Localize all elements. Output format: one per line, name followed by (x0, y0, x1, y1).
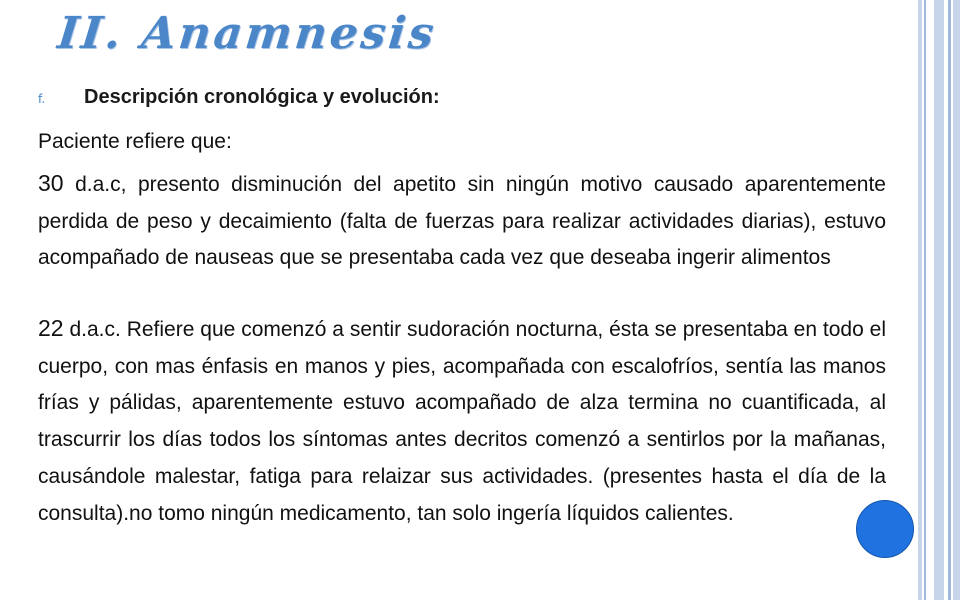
frame-line-edge (948, 0, 951, 600)
paragraph-number: 30 (38, 170, 64, 196)
frame-band (934, 0, 944, 600)
right-border-decoration (918, 0, 960, 600)
frame-band-edge (953, 0, 960, 600)
paragraph-30-dac (38, 165, 886, 277)
frame-line-outer (918, 0, 922, 600)
paragraph-number: 22 (38, 315, 64, 341)
frame-line-inner (924, 0, 926, 600)
section-heading-row (38, 86, 440, 109)
paragraph-text: d.a.c, presento disminución del apetito sin ningún motivo causado aparentemente perdida de peso y decaimiento (falta de fuerzas para realizar actividades diarias), estuvo acompañado de nauseas que se presentaba cada vez que deseaba ingerir alimentos (38, 173, 886, 270)
paragraph-22-dac (38, 310, 886, 532)
intro-text: Paciente refiere que: (38, 130, 232, 153)
circle-action-button[interactable] (856, 500, 914, 558)
section-heading: Descripción cronológica y evolución: (84, 86, 440, 108)
slide-title: II. Anamnesis (55, 8, 439, 59)
list-marker: f. (38, 92, 46, 106)
paragraph-text: d.a.c. Refiere que comenzó a sentir sudoración nocturna, ésta se presentaba en todo el cuerpo, con mas énfasis en manos y pies, acompañada con escalofríos, sentía las manos frías y pálidas, aparentemente estuvo acompañado de alza termina no cuantificada, al trascurrir los días todos los síntomas antes decritos comenzó a sentirlos por la mañanas, causándole malestar, fatiga para relaizar sus actividades. (presentes hasta el día de la consulta).no tomo ningún medicamento, tan solo ingería líquidos calientes. (38, 318, 886, 525)
